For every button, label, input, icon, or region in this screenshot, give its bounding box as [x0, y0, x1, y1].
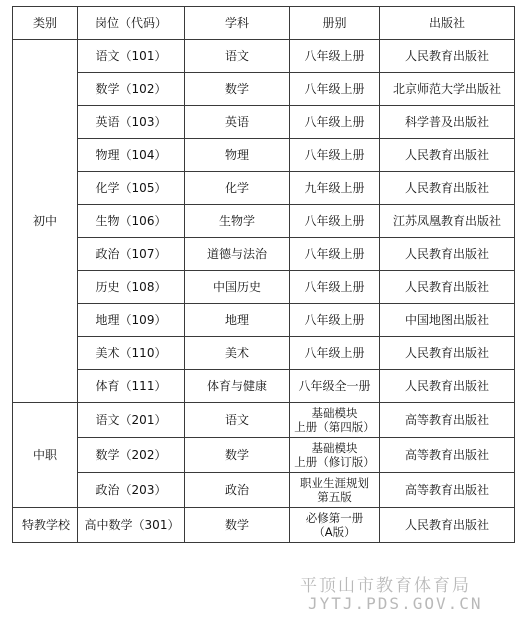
table-row: [13, 238, 515, 271]
category-cell-vocational: 中职: [13, 403, 78, 508]
publisher-cell: 人民教育出版社: [380, 172, 515, 205]
volume-line: 职业生涯规划: [300, 476, 369, 490]
table-row: [13, 271, 515, 304]
publisher-cell: 人民教育出版社: [380, 139, 515, 172]
position-cell: 语文（101）: [78, 40, 185, 73]
volume-line: 基础模块: [311, 441, 358, 455]
volume-cell: [290, 473, 380, 508]
position-cell: 数学（202）: [78, 438, 185, 473]
volume-cell: [290, 508, 380, 543]
table-row: [13, 304, 515, 337]
position-cell: 物理（104）: [78, 139, 185, 172]
volume-cell: 八年级上册: [290, 205, 380, 238]
subject-cell: 地理: [185, 304, 290, 337]
position-cell: 历史（108）: [78, 271, 185, 304]
position-cell: 化学（105）: [78, 172, 185, 205]
publisher-cell: 北京师范大学出版社: [380, 73, 515, 106]
publisher-cell: 人民教育出版社: [380, 337, 515, 370]
subject-cell: 政治: [185, 473, 290, 508]
volume-cell: 八年级上册: [290, 73, 380, 106]
category-cell-special-school: 特教学校: [13, 508, 78, 543]
volume-line: 上册（修订版）: [294, 455, 375, 469]
table-row: [13, 139, 515, 172]
volume-cell: 八年级上册: [290, 139, 380, 172]
position-cell: 美术（110）: [78, 337, 185, 370]
table-row: [13, 438, 515, 473]
subject-cell: 英语: [185, 106, 290, 139]
volume-cell: [290, 403, 380, 438]
position-cell: 数学（102）: [78, 73, 185, 106]
header-publisher: 出版社: [380, 7, 515, 40]
category-cell-junior: 初中: [13, 40, 78, 403]
watermark-title: 平顶山市教育体育局: [300, 576, 471, 596]
volume-line: （A版）: [313, 525, 356, 539]
position-cell: 政治（107）: [78, 238, 185, 271]
volume-cell: 八年级上册: [290, 271, 380, 304]
volume-line: 必修第一册: [305, 511, 364, 525]
publisher-cell: 人民教育出版社: [380, 271, 515, 304]
subject-cell: 体育与健康: [185, 370, 290, 403]
subject-cell: 语文: [185, 403, 290, 438]
publisher-cell: 科学普及出版社: [380, 106, 515, 139]
position-cell: 政治（203）: [78, 473, 185, 508]
position-cell: 地理（109）: [78, 304, 185, 337]
volume-cell: 八年级全一册: [290, 370, 380, 403]
volume-cell: 八年级上册: [290, 304, 380, 337]
subject-cell: 道德与法治: [185, 238, 290, 271]
volume-line: 第五版: [317, 490, 352, 504]
subject-cell: 化学: [185, 172, 290, 205]
publisher-cell: 江苏凤凰教育出版社: [380, 205, 515, 238]
volume-line: 上册（第四版）: [294, 420, 375, 434]
subject-cell: 中国历史: [185, 271, 290, 304]
volume-cell: 八年级上册: [290, 337, 380, 370]
header-position: 岗位（代码）: [78, 7, 185, 40]
volume-cell: 八年级上册: [290, 106, 380, 139]
publisher-cell: 中国地图出版社: [380, 304, 515, 337]
publisher-cell: 人民教育出版社: [380, 40, 515, 73]
publisher-cell: 高等教育出版社: [380, 403, 515, 438]
publisher-cell: 人民教育出版社: [380, 238, 515, 271]
volume-line: 基础模块: [311, 406, 358, 420]
table-header-row: [13, 7, 515, 40]
header-category: 类别: [13, 7, 78, 40]
publisher-cell: 人民教育出版社: [380, 508, 515, 543]
volume-cell: 八年级上册: [290, 40, 380, 73]
subject-cell: 数学: [185, 73, 290, 106]
publisher-cell: 高等教育出版社: [380, 473, 515, 508]
subject-cell: 物理: [185, 139, 290, 172]
table-row: [13, 73, 515, 106]
table-row: [13, 508, 515, 543]
header-subject: 学科: [185, 7, 290, 40]
table-row: [13, 370, 515, 403]
table-row: [13, 40, 515, 73]
publisher-cell: 人民教育出版社: [380, 370, 515, 403]
position-cell: 高中数学（301）: [78, 508, 185, 543]
publisher-cell: 高等教育出版社: [380, 438, 515, 473]
volume-cell: [290, 438, 380, 473]
position-cell: 语文（201）: [78, 403, 185, 438]
volume-cell: 八年级上册: [290, 238, 380, 271]
table-row: [13, 106, 515, 139]
header-volume: 册别: [290, 7, 380, 40]
subject-cell: 数学: [185, 508, 290, 543]
table-row: [13, 205, 515, 238]
position-cell: 英语（103）: [78, 106, 185, 139]
subject-cell: 美术: [185, 337, 290, 370]
table-row: [13, 172, 515, 205]
textbook-table: [12, 6, 515, 543]
position-cell: 体育（111）: [78, 370, 185, 403]
watermark-url: JYTJ.PDS.GOV.CN: [308, 594, 483, 613]
subject-cell: 数学: [185, 438, 290, 473]
table-row: [13, 337, 515, 370]
table-row: [13, 403, 515, 438]
volume-cell: 九年级上册: [290, 172, 380, 205]
table-row: [13, 473, 515, 508]
position-cell: 生物（106）: [78, 205, 185, 238]
subject-cell: 生物学: [185, 205, 290, 238]
subject-cell: 语文: [185, 40, 290, 73]
